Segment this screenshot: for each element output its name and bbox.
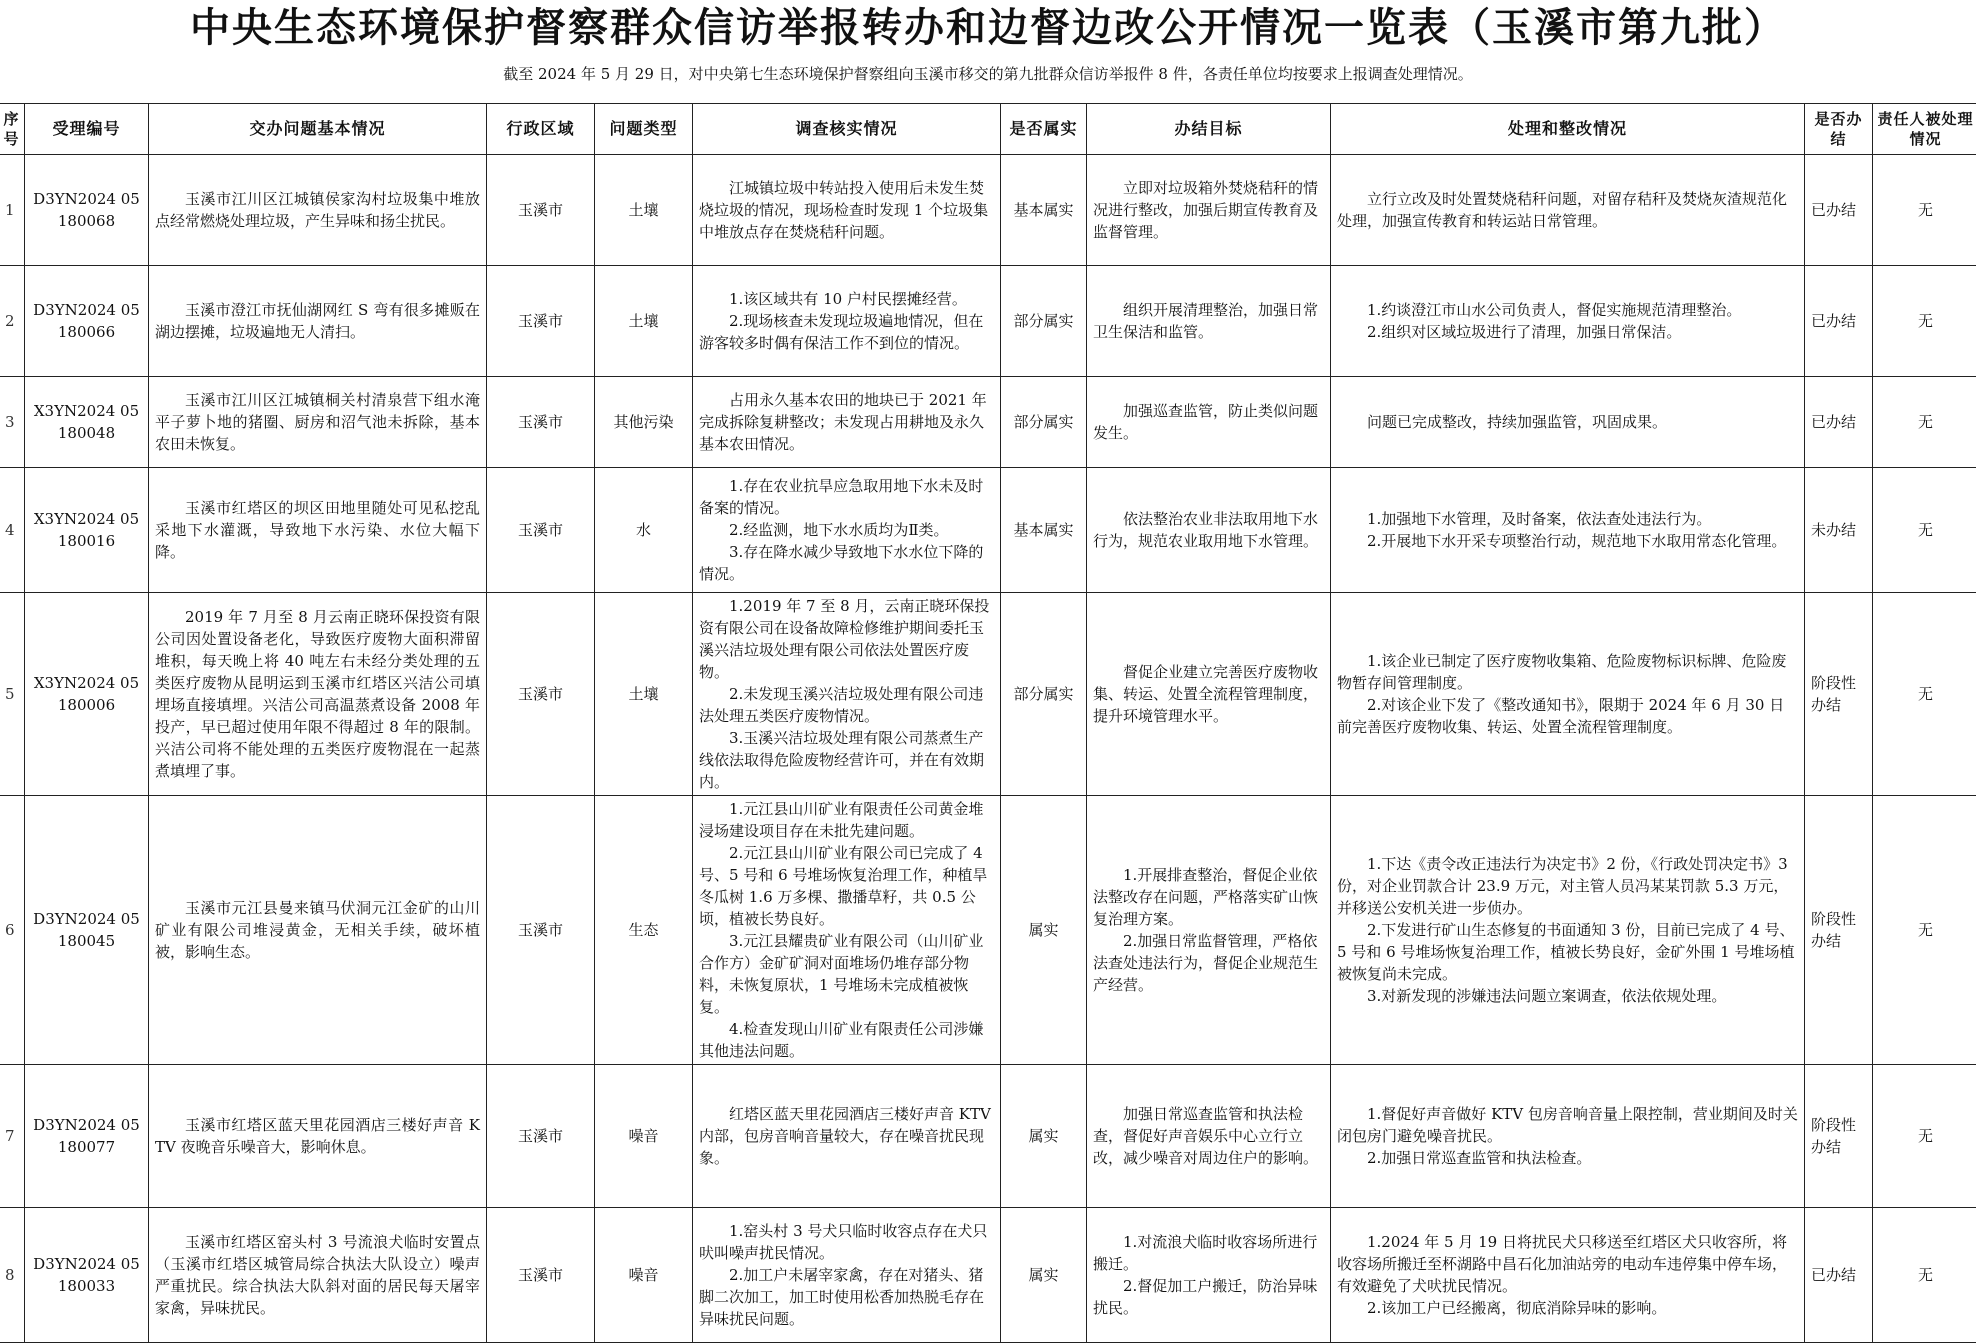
cell-goal — [1087, 377, 1331, 468]
cell-verified: 基本属实 — [1001, 468, 1087, 593]
cell-rectification-line: 1.2024 年 5 月 19 日将扰民犬只移送至红塔区犬只收容所，将收容场所搬迁至杯湖路中昌石化加油站旁的电动车违停集中停车场，有效避免了犬吠扰民情况。 — [1337, 1231, 1798, 1297]
cell-accountability: 无 — [1873, 1065, 1976, 1208]
cell-verified: 部分属实 — [1001, 266, 1087, 377]
cell-goal-line: 1.对流浪犬临时收容场所进行搬迁。 — [1093, 1231, 1324, 1275]
cell-type: 土壤 — [595, 593, 693, 796]
cell-rectification-line: 立行立改及时处置焚烧秸秆问题，对留存秸秆及焚烧灰渣规范化处理，加强宣传教育和转运站日常管理。 — [1337, 188, 1798, 232]
cell-investigation-line: 2.经监测，地下水水质均为Ⅱ类。 — [699, 519, 994, 541]
cell-rectification-line: 1.该企业已制定了医疗废物收集箱、危险废物标识标牌、危险废物暂存间管理制度。 — [1337, 650, 1798, 694]
cell-no: 3 — [0, 377, 25, 468]
header-verified: 是否属实 — [1001, 104, 1087, 155]
cell-investigation-line: 占用永久基本农田的地块已于 2021 年完成拆除复耕整改；未发现占用耕地及永久基本农田情况。 — [699, 389, 994, 455]
cell-investigation — [693, 593, 1001, 796]
cell-investigation-line: 红塔区蓝天里花园酒店三楼好声音 KTV 内部，包房音响音量较大，存在噪音扰民现象。 — [699, 1103, 994, 1169]
cell-id: X3YN2024 05180016 — [25, 468, 149, 593]
cell-issue: 2019 年 7 月至 8 月云南正晓环保投资有限公司因处置设备老化，导致医疗废物大面积滞留堆积，每天晚上将 40 吨左右未经分类处理的五类医疗废物从昆明运到玉溪市红塔区兴洁公司填埋场直接填埋。兴洁公司高温蒸煮设备 2008 年投产，早已超过使用年限不得超过 8 年的限制。兴洁公司将不能处理的五类医疗废物混在一起蒸煮填埋了事。 — [149, 593, 487, 796]
cell-region: 玉溪市 — [487, 593, 595, 796]
table-row — [0, 377, 1976, 468]
cell-rectification-line: 1.约谈澄江市山水公司负责人，督促实施规范清理整治。 — [1337, 299, 1798, 321]
table-row — [0, 468, 1976, 593]
cell-accountability: 无 — [1873, 377, 1976, 468]
cell-goal — [1087, 1208, 1331, 1343]
cell-completed: 已办结 — [1805, 377, 1873, 468]
cell-issue: 玉溪市红塔区窑头村 3 号流浪犬临时安置点（玉溪市红塔区城管局综合执法大队设立）噪声严重扰民。综合执法大队斜对面的居民每天屠宰家禽，异味扰民。 — [149, 1208, 487, 1343]
cell-accountability: 无 — [1873, 266, 1976, 377]
cell-completed: 未办结 — [1805, 468, 1873, 593]
cell-issue: 玉溪市红塔区的坝区田地里随处可见私挖乱采地下水灌溉，导致地下水污染、水位大幅下降。 — [149, 468, 487, 593]
cell-id: D3YN2024 05180033 — [25, 1208, 149, 1343]
header-issue: 交办问题基本情况 — [149, 104, 487, 155]
table-row — [0, 593, 1976, 796]
cell-rectification-line: 2.下发进行矿山生态修复的书面通知 3 份，目前已完成了 4 号、5 号和 6 号堆场恢复治理工作，植被长势良好，金矿外围 1 号堆场植被恢复尚未完成。 — [1337, 919, 1798, 985]
cell-no: 7 — [0, 1065, 25, 1208]
cell-investigation-line: 3.元江县耀贵矿业有限公司（山川矿业合作方）金矿矿洞对面堆场仍堆存部分物料，未恢复原状，1 号堆场未完成植被恢复。 — [699, 930, 994, 1018]
cell-rectification — [1331, 593, 1805, 796]
cell-completed: 已办结 — [1805, 155, 1873, 266]
cell-investigation — [693, 1208, 1001, 1343]
cell-verified: 属实 — [1001, 1065, 1087, 1208]
cell-accountability: 无 — [1873, 796, 1976, 1065]
header-region: 行政区域 — [487, 104, 595, 155]
cell-completed: 已办结 — [1805, 1208, 1873, 1343]
cell-rectification-line: 1.下达《责令改正违法行为决定书》2 份，《行政处罚决定书》3 份，对企业罚款合计 23.9 万元，对主管人员冯某某罚款 5.3 万元，并移送公安机关进一步侦办。 — [1337, 853, 1798, 919]
cell-rectification-line: 2.开展地下水开采专项整治行动，规范地下水取用常态化管理。 — [1337, 530, 1798, 552]
page-title: 中央生态环境保护督察群众信访举报转办和边督边改公开情况一览表（玉溪市第九批） — [0, 2, 1976, 54]
cell-rectification-line: 1.加强地下水管理，及时备案，依法查处违法行为。 — [1337, 508, 1798, 530]
cell-accountability: 无 — [1873, 1208, 1976, 1343]
cell-no: 6 — [0, 796, 25, 1065]
cell-issue: 玉溪市江川区江城镇桐关村清泉营下组水淹平子萝卜地的猪圈、厨房和沼气池未拆除，基本农田未恢复。 — [149, 377, 487, 468]
cell-rectification-line: 2.该加工户已经搬离，彻底消除异味的影响。 — [1337, 1297, 1798, 1319]
cell-region: 玉溪市 — [487, 468, 595, 593]
cell-no: 1 — [0, 155, 25, 266]
cell-goal-line: 督促企业建立完善医疗废物收集、转运、处置全流程管理制度，提升环境管理水平。 — [1093, 661, 1324, 727]
cell-verified: 部分属实 — [1001, 593, 1087, 796]
cell-id: X3YN2024 05180048 — [25, 377, 149, 468]
cell-id: D3YN2024 05180066 — [25, 266, 149, 377]
cell-investigation-line: 4.检查发现山川矿业有限责任公司涉嫌其他违法问题。 — [699, 1018, 994, 1062]
cell-investigation-line: 江城镇垃圾中转站投入使用后未发生焚烧垃圾的情况，现场检查时发现 1 个垃圾集中堆放点存在焚烧秸秆问题。 — [699, 177, 994, 243]
cell-investigation-line: 2.现场核查未发现垃圾遍地情况，但在游客较多时偶有保洁工作不到位的情况。 — [699, 310, 994, 354]
table-row — [0, 155, 1976, 266]
header-completed: 是否办结 — [1805, 104, 1873, 155]
cell-completed: 阶段性办结 — [1805, 796, 1873, 1065]
cell-goal — [1087, 593, 1331, 796]
cell-goal-line: 2.加强日常监督管理，严格依法查处违法行为，督促企业规范生产经营。 — [1093, 930, 1324, 996]
cell-investigation-line: 3.存在降水减少导致地下水水位下降的情况。 — [699, 541, 994, 585]
cell-id: D3YN2024 05180045 — [25, 796, 149, 1065]
cell-investigation — [693, 377, 1001, 468]
table-header-row — [0, 104, 1976, 155]
cell-goal-line: 加强巡查监管，防止类似问题发生。 — [1093, 400, 1324, 444]
cell-type: 噪音 — [595, 1208, 693, 1343]
cell-accountability: 无 — [1873, 593, 1976, 796]
cell-no: 8 — [0, 1208, 25, 1343]
cell-rectification — [1331, 1208, 1805, 1343]
cell-rectification — [1331, 796, 1805, 1065]
table-row — [0, 796, 1976, 1065]
cell-investigation — [693, 155, 1001, 266]
cell-id: D3YN2024 05180068 — [25, 155, 149, 266]
cell-goal-line: 2.督促加工户搬迁，防治异味扰民。 — [1093, 1275, 1324, 1319]
cell-investigation-line: 1.元江县山川矿业有限责任公司黄金堆浸场建设项目存在未批先建问题。 — [699, 798, 994, 842]
page-subtitle: 截至 2024 年 5 月 29 日，对中央第七生态环境保护督察组向玉溪市移交的第九批群众信访举报件 8 件，各责任单位均按要求上报调查处理情况。 — [0, 64, 1976, 84]
cell-no: 4 — [0, 468, 25, 593]
cell-rectification-line: 2.组织对区域垃圾进行了清理，加强日常保洁。 — [1337, 321, 1798, 343]
cell-investigation-line: 2.元江县山川矿业有限公司已完成了 4 号、5 号和 6 号堆场恢复治理工作，种植旱冬瓜树 1.6 万多棵、撒播草籽，共 0.5 公顷，植被长势良好。 — [699, 842, 994, 930]
cell-investigation-line: 2.未发现玉溪兴洁垃圾处理有限公司违法处理五类医疗废物情况。 — [699, 683, 994, 727]
cell-rectification-line: 1.督促好声音做好 KTV 包房音响音量上限控制，营业期间及时关闭包房门避免噪音扰民。 — [1337, 1103, 1798, 1147]
cell-goal-line: 组织开展清理整治，加强日常卫生保洁和监管。 — [1093, 299, 1324, 343]
cell-investigation-line: 2.加工户未屠宰家禽，存在对猪头、猪脚二次加工，加工时使用松香加热脱毛存在异味扰民问题。 — [699, 1264, 994, 1330]
cell-issue: 玉溪市江川区江城镇侯家沟村垃圾集中堆放点经常燃烧处理垃圾，产生异味和扬尘扰民。 — [149, 155, 487, 266]
cell-investigation-line: 1.窑头村 3 号犬只临时收容点存在犬只吠叫噪声扰民情况。 — [699, 1220, 994, 1264]
cell-investigation — [693, 796, 1001, 1065]
cell-investigation-line: 1.2019 年 7 至 8 月，云南正晓环保投资有限公司在设备故障检修维护期间委托玉溪兴洁垃圾处理有限公司依法处置医疗废物。 — [699, 595, 994, 683]
cell-region: 玉溪市 — [487, 1208, 595, 1343]
cell-region: 玉溪市 — [487, 377, 595, 468]
cell-issue: 玉溪市澄江市抚仙湖网红 S 弯有很多摊贩在湖边摆摊，垃圾遍地无人清扫。 — [149, 266, 487, 377]
cell-investigation — [693, 468, 1001, 593]
cell-rectification — [1331, 1065, 1805, 1208]
cell-investigation — [693, 1065, 1001, 1208]
cell-investigation-line: 1.该区域共有 10 户村民摆摊经营。 — [699, 288, 994, 310]
cell-accountability: 无 — [1873, 155, 1976, 266]
cell-region: 玉溪市 — [487, 155, 595, 266]
cell-goal — [1087, 266, 1331, 377]
cell-rectification-line: 2.对该企业下发了《整改通知书》，限期于 2024 年 6 月 30 日前完善医疗废物收集、转运、处置全流程管理制度。 — [1337, 694, 1798, 738]
cell-type: 水 — [595, 468, 693, 593]
cell-investigation — [693, 266, 1001, 377]
header-goal: 办结目标 — [1087, 104, 1331, 155]
header-investigation: 调查核实情况 — [693, 104, 1001, 155]
cell-goal-line: 立即对垃圾箱外焚烧秸秆的情况进行整改，加强后期宣传教育及监督管理。 — [1093, 177, 1324, 243]
cell-goal-line: 1.开展排查整治，督促企业依法整改存在问题，严格落实矿山恢复治理方案。 — [1093, 864, 1324, 930]
cell-no: 5 — [0, 593, 25, 796]
header-accountability: 责任人被处理情况 — [1873, 104, 1976, 155]
cell-investigation-line: 1.存在农业抗旱应急取用地下水未及时备案的情况。 — [699, 475, 994, 519]
header-rectification: 处理和整改情况 — [1331, 104, 1805, 155]
cell-accountability: 无 — [1873, 468, 1976, 593]
report-table — [0, 103, 1976, 1343]
cell-issue: 玉溪市元江县曼来镇马伏洞元江金矿的山川矿业有限公司堆浸黄金，无相关手续，破坏植被，影响生态。 — [149, 796, 487, 1065]
cell-goal-line: 加强日常巡查监管和执法检查，督促好声音娱乐中心立行立改，减少噪音对周边住户的影响。 — [1093, 1103, 1324, 1169]
table-row — [0, 1065, 1976, 1208]
cell-type: 土壤 — [595, 266, 693, 377]
cell-region: 玉溪市 — [487, 796, 595, 1065]
table-row — [0, 266, 1976, 377]
cell-goal — [1087, 1065, 1331, 1208]
cell-rectification — [1331, 377, 1805, 468]
cell-rectification — [1331, 155, 1805, 266]
cell-goal-line: 依法整治农业非法取用地下水行为，规范农业取用地下水管理。 — [1093, 508, 1324, 552]
cell-completed: 已办结 — [1805, 266, 1873, 377]
cell-rectification — [1331, 468, 1805, 593]
cell-rectification-line: 2.加强日常巡查监管和执法检查。 — [1337, 1147, 1798, 1169]
cell-id: X3YN2024 05180006 — [25, 593, 149, 796]
cell-id: D3YN2024 05180077 — [25, 1065, 149, 1208]
cell-rectification-line: 3.对新发现的涉嫌违法问题立案调查，依法依规处理。 — [1337, 985, 1798, 1007]
table-row — [0, 1208, 1976, 1343]
cell-completed: 阶段性办结 — [1805, 1065, 1873, 1208]
cell-region: 玉溪市 — [487, 266, 595, 377]
header-id: 受理编号 — [25, 104, 149, 155]
cell-verified: 属实 — [1001, 1208, 1087, 1343]
cell-completed: 阶段性办结 — [1805, 593, 1873, 796]
cell-no: 2 — [0, 266, 25, 377]
cell-goal — [1087, 155, 1331, 266]
cell-type: 其他污染 — [595, 377, 693, 468]
cell-goal — [1087, 796, 1331, 1065]
cell-verified: 基本属实 — [1001, 155, 1087, 266]
cell-type: 噪音 — [595, 1065, 693, 1208]
header-no: 序号 — [0, 104, 25, 155]
header-type: 问题类型 — [595, 104, 693, 155]
cell-issue: 玉溪市红塔区蓝天里花园酒店三楼好声音 KTV 夜晚音乐噪音大，影响休息。 — [149, 1065, 487, 1208]
cell-verified: 属实 — [1001, 796, 1087, 1065]
cell-verified: 部分属实 — [1001, 377, 1087, 468]
cell-region: 玉溪市 — [487, 1065, 595, 1208]
cell-rectification-line: 问题已完成整改，持续加强监管，巩固成果。 — [1337, 411, 1798, 433]
cell-rectification — [1331, 266, 1805, 377]
cell-goal — [1087, 468, 1331, 593]
cell-type: 土壤 — [595, 155, 693, 266]
cell-investigation-line: 3.玉溪兴洁垃圾处理有限公司蒸煮生产线依法取得危险废物经营许可，并在有效期内。 — [699, 727, 994, 793]
cell-type: 生态 — [595, 796, 693, 1065]
